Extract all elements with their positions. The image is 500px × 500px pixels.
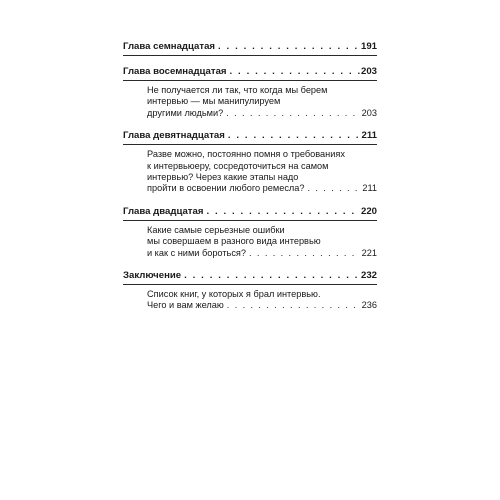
entry-text-line: Чего и вам желаю (147, 300, 224, 311)
entry-text-line: другими людьми? (147, 107, 224, 118)
toc-entry[interactable] (147, 85, 377, 119)
entry-last-line (147, 183, 377, 194)
chapter-title: Глава двадцатая (123, 205, 204, 217)
table-of-contents (123, 40, 377, 312)
dot-leader (218, 40, 360, 53)
dot-leader (184, 269, 360, 282)
entry-last-line (147, 108, 377, 119)
chapter-heading-line[interactable] (123, 269, 377, 282)
chapter-page-number: 203 (360, 66, 377, 77)
dot-leader (226, 108, 359, 119)
chapter-page-number: 211 (361, 130, 377, 142)
chapter-page-number: 232 (360, 270, 377, 282)
toc-chapter (123, 205, 377, 259)
entry-text-line: Список книг, у которых я брал интервью. (147, 289, 321, 300)
entry-text-line: и как с ними бороться? (147, 247, 247, 258)
toc-chapter (123, 65, 377, 119)
entry-text-line: пройти в освоении любого ремесла? (147, 183, 305, 194)
entry-page-number: 203 (361, 107, 377, 118)
chapter-heading-line[interactable] (123, 129, 377, 142)
chapter-entries (123, 225, 377, 259)
chapter-divider (123, 80, 377, 81)
chapter-title: Глава восемнадцатая (123, 66, 227, 77)
chapter-title: Заключение (123, 270, 182, 282)
entry-text-line: Не получается ли так, что когда мы берем (147, 85, 328, 95)
chapter-entries (123, 289, 377, 312)
chapter-page-number: 191 (360, 41, 377, 52)
dot-leader (206, 205, 360, 218)
dot-leader (228, 129, 361, 142)
chapter-divider (123, 220, 377, 221)
toc-entry[interactable] (147, 289, 377, 312)
entry-last-line (147, 300, 377, 311)
chapter-heading-line[interactable] (123, 40, 377, 53)
chapter-heading-line[interactable] (123, 205, 377, 218)
chapter-divider (123, 284, 377, 285)
toc-entry[interactable] (147, 225, 377, 259)
entry-text-line: мы совершаем в разного вида интервью (147, 236, 321, 247)
toc-chapter (123, 129, 377, 195)
chapter-page-number: 220 (360, 205, 377, 217)
entry-page-number: 221 (361, 247, 377, 258)
chapter-heading-line[interactable] (123, 65, 377, 78)
chapter-divider (123, 55, 377, 56)
chapter-entries (123, 85, 377, 119)
chapter-title: Глава девятнадцатая (123, 130, 225, 142)
chapter-entries (123, 149, 377, 195)
entry-text-line: интервью? Через какие этапы надо (147, 172, 299, 183)
entry-text-line: Какие самые серьезные ошибки (147, 224, 285, 235)
dot-leader (308, 183, 361, 194)
entry-text-line: к интервьюеру, сосредоточиться на самом (147, 160, 329, 171)
toc-entry[interactable] (147, 149, 377, 195)
entry-last-line (147, 248, 377, 259)
chapter-divider (123, 144, 377, 145)
entry-page-number: 211 (362, 183, 377, 194)
entry-text-line: Разве можно, постоянно помня о требованиях (147, 149, 345, 160)
entry-text-line: интервью — мы манипулируем (147, 96, 281, 107)
toc-chapter (123, 269, 377, 312)
dot-leader (249, 248, 360, 259)
dot-leader (227, 300, 360, 311)
toc-chapter (123, 40, 377, 56)
dot-leader (230, 65, 360, 78)
chapter-title: Глава семнадцатая (123, 41, 216, 52)
entry-page-number: 236 (361, 300, 377, 311)
